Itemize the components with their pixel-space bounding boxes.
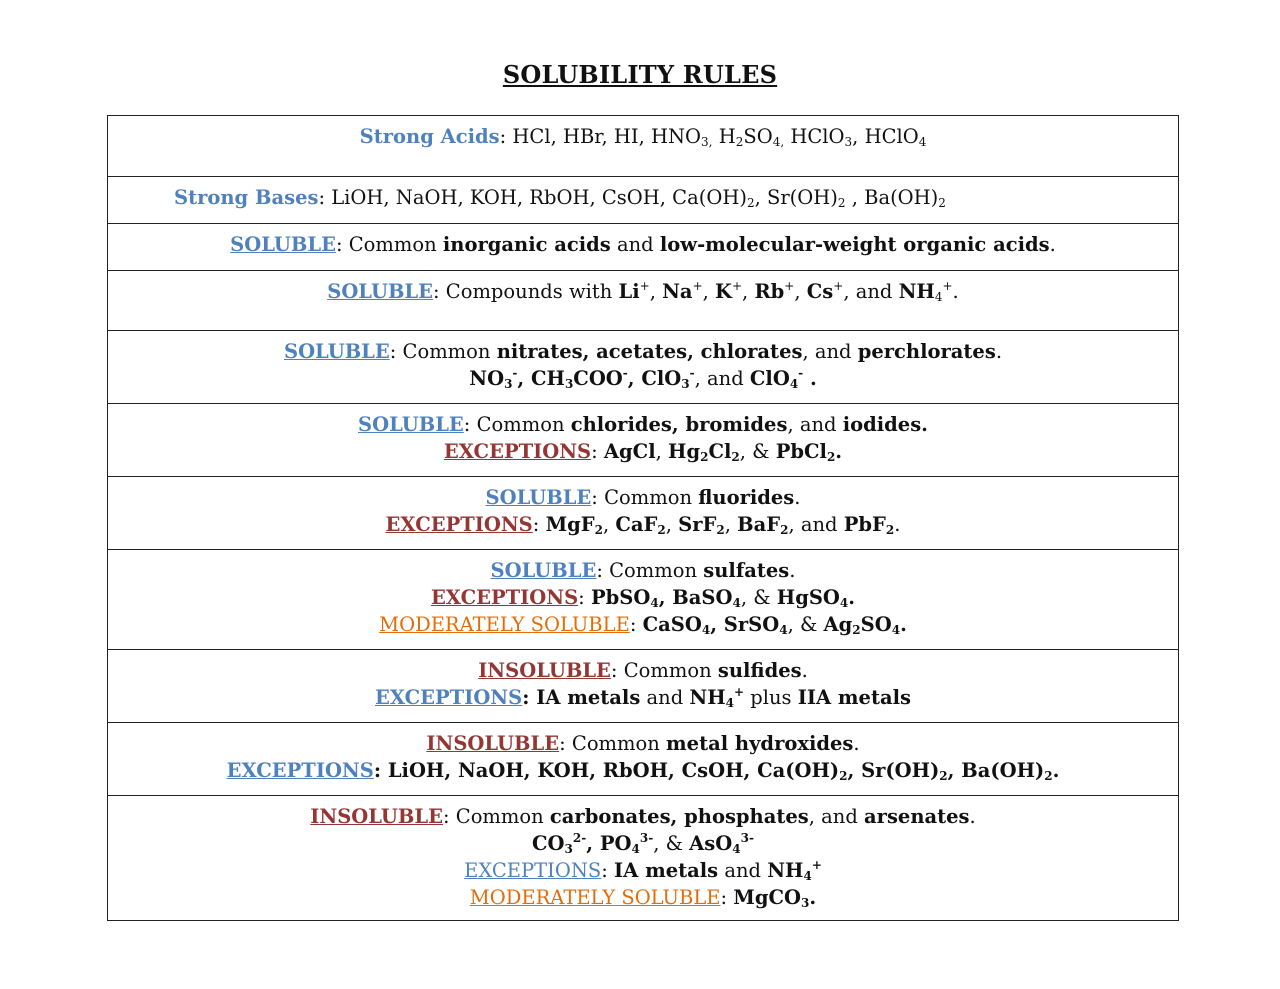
soluble-label: SOLUBLE	[485, 486, 592, 509]
moderately-soluble-label: MODERATELY SOLUBLE	[379, 613, 630, 636]
soluble-sulfates-cell: SOLUBLE: Common sulfates. EXCEPTIONS: PbSO$_4$, BaSO$_4$, & HgSO$_4$. MODERATELY SOLUBLE: CaSO$_4$, SrSO$_4$, & $Ag_2SO_4$.	[108, 550, 1179, 650]
soluble-label: SOLUBLE	[283, 340, 390, 363]
table-row	[108, 116, 1179, 177]
insoluble-hydroxides-cell: INSOLUBLE: Common metal hydroxides. EXCEPTIONS: LiOH, NaOH, KOH, RbOH, CsOH, $Ca(OH)_2$, $Sr(OH)_2$, $Ba(OH)_2$.	[108, 723, 1179, 796]
soluble-label: SOLUBLE	[230, 233, 336, 256]
table-row	[108, 550, 1179, 650]
soluble-fluorides-cell: SOLUBLE: Common fluorides. EXCEPTIONS: MgF$_2$, CaF$_2$, SrF$_2$, BaF$_2$, and PbF$_2$.	[108, 477, 1179, 550]
moderately-soluble-label: MODERATELY SOLUBLE	[469, 886, 721, 909]
strong-acids-cell	[108, 116, 1179, 177]
exceptions-label: EXCEPTIONS	[430, 586, 579, 609]
table-row	[108, 331, 1179, 404]
strong-acids-line: Strong Acids: HCl, HBr, HI, $HNO_{3,}$ $H_2SO_{4,}$ HClO$_3$, HClO$_4$	[359, 125, 927, 149]
carbonate-formulas: $CO_3^{2-}$, $PO_4^{3-}$, & AsO$_4^{3-}$	[532, 831, 754, 856]
table-row	[108, 723, 1179, 796]
strong-bases-label: Strong Bases	[174, 186, 319, 209]
insoluble-label: INSOLUBLE	[478, 659, 611, 682]
table-row	[108, 271, 1179, 331]
insoluble-label: INSOLUBLE	[310, 805, 443, 828]
strong-bases-line: Strong Bases: LiOH, NaOH, KOH, RbOH, CsOH, $Ca(OH)_2$, $Sr(OH)_2$ , $Ba(OH)_2$	[174, 186, 946, 210]
strong-bases-cell	[108, 177, 1179, 224]
soluble-nitrates-cell: SOLUBLE: Common nitrates, acetates, chlorates, and perchlorates. $NO_3^-$, $CH_3COO^-$, ClO$_3$-, and ClO$_4$- .	[108, 331, 1179, 404]
insoluble-label: INSOLUBLE	[426, 732, 560, 755]
table-row	[108, 224, 1179, 271]
table-row	[108, 177, 1179, 224]
table-row	[108, 404, 1179, 477]
exceptions-label: EXCEPTIONS	[385, 513, 533, 536]
solubility-rules-table	[107, 115, 1179, 921]
soluble-acids-cell: SOLUBLE: Common inorganic acids and low-molecular-weight organic acids.	[108, 224, 1179, 271]
insoluble-carbonates-cell: INSOLUBLE: Common carbonates, phosphates, and arsenates. $CO_3^{2-}$, $PO_4^{3-}$, & AsO$_4^{3-}$ EXCEPTIONS: IA metals and $NH_4^+$ MODERATELY SOLUBLE: MgCO$_3$.	[108, 796, 1179, 921]
nitrate-formulas: $NO_3^-$, $CH_3COO^-$, ClO$_3$-, and ClO$_4$- .	[469, 366, 817, 391]
table-row	[108, 796, 1179, 921]
soluble-label: SOLUBLE	[327, 280, 434, 303]
exceptions-label: EXCEPTIONS	[226, 759, 374, 782]
soluble-label: SOLUBLE	[490, 559, 597, 582]
strong-acids-label: Strong Acids	[359, 125, 500, 148]
insoluble-sulfides-cell: INSOLUBLE: Common sulfides. EXCEPTIONS: IA metals and $NH_4^+$ plus IIA metals	[108, 650, 1179, 723]
table-row	[108, 477, 1179, 550]
table-row	[108, 650, 1179, 723]
soluble-label: SOLUBLE	[358, 413, 464, 436]
exceptions-label: EXCEPTIONS	[443, 440, 592, 463]
exceptions-label: EXCEPTIONS	[464, 859, 602, 882]
soluble-alkali-cell: SOLUBLE: Compounds with Li+, Na+, K+, Rb+, Cs+, and $NH_4^+$.	[108, 271, 1179, 331]
exceptions-label: EXCEPTIONS	[374, 686, 523, 709]
soluble-halides-cell: SOLUBLE: Common chlorides, bromides, and iodides. EXCEPTIONS: AgCl, $Hg_2Cl_2$, & PbCl$_2$.	[108, 404, 1179, 477]
page-title: SOLUBILITY RULES	[502, 60, 778, 89]
